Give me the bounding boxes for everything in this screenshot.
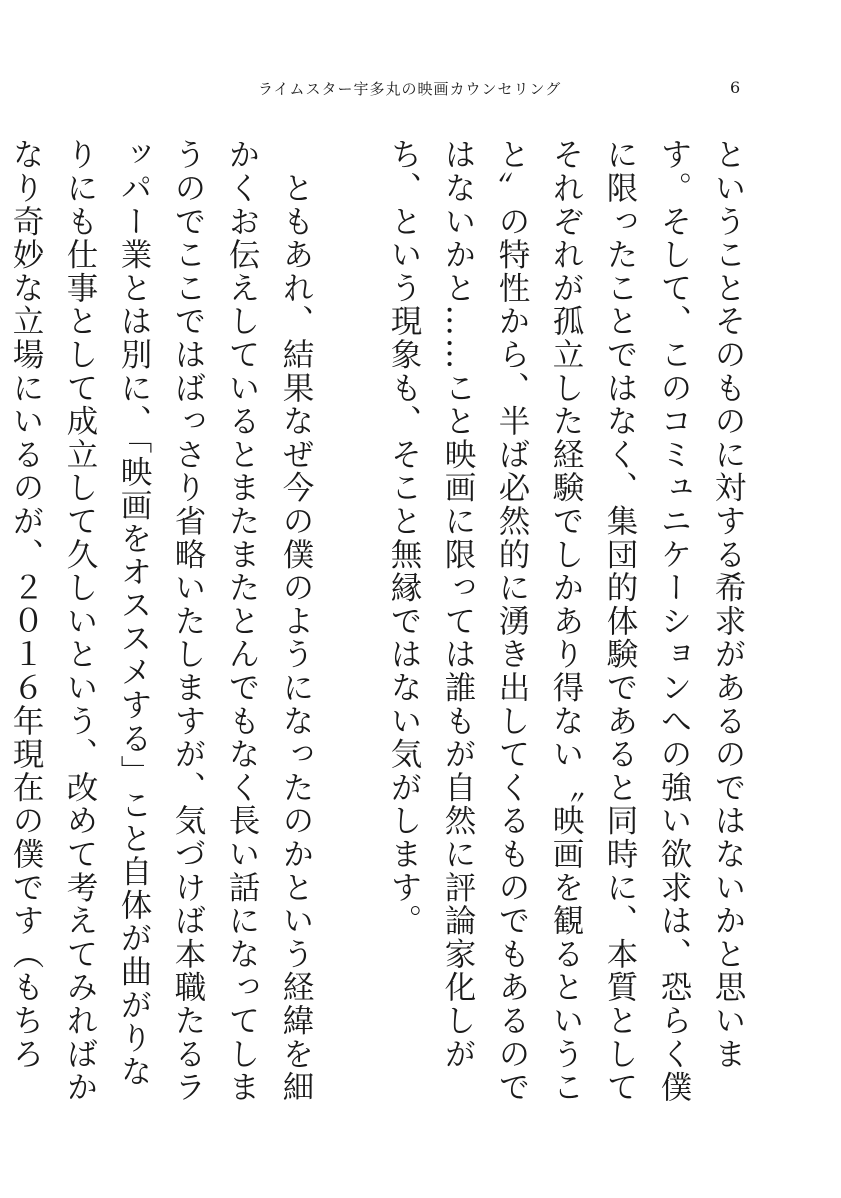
paragraph-1: ということそのものに対する希求があるのではないかと思います。そして、このコミュニケーションへの強い欲求は、恐らく僕に限ったことではなく、集団的体験であると同時に、本質としてそれぞれが孤立した経験でしかあり得ない〝映画を観るということ〟の特性から、半ば必然的に湧き出してくるものでもあるのではないかと……こと映画に限っては誰もが自然に評論家化しがち、という現象も、そこと無縁ではない気がします。 — [386, 138, 746, 1104]
paragraph-2: ともあれ、結果なぜ今の僕のようになったのかという経緯を細かくお伝えしているとまたまたとんでもなく長い話になってしまうのでここではばっさり省略いたしますが、気づけば本職たるラッパー業とは別に、「映画をオススメする」こと自体が曲がりなりにも仕事として成立して久しいという、改めて考えてみればかなり奇妙な立場にいるのが、２０１６年現在の僕です（もちろ — [8, 138, 314, 1104]
page-number: 6 — [730, 78, 741, 97]
body-text — [8, 138, 755, 1118]
running-title: ライムスター宇多丸の映画カウンセリング — [258, 80, 562, 98]
running-header — [0, 78, 841, 102]
paragraph-spacer — [323, 138, 377, 1118]
